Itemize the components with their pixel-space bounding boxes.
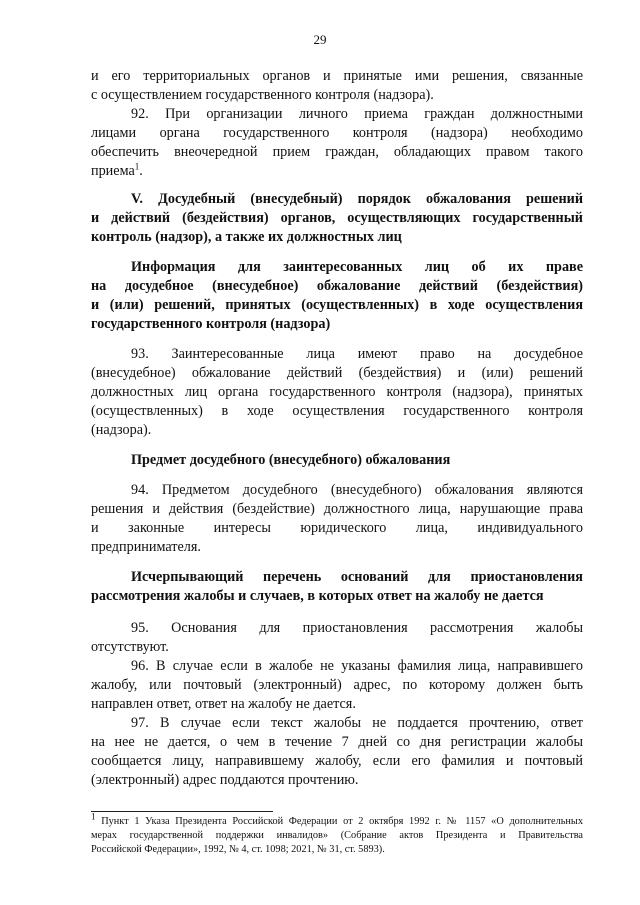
text-line: и его территориальных органов и принятые ими решения, связанные bbox=[91, 68, 583, 84]
footnote-mark: 1 bbox=[91, 811, 96, 822]
text-line: 96. В случае если в жалобе не указаны фамилия лица, направившего bbox=[131, 658, 583, 674]
text-line: направлен ответ, ответ на жалобу не дается. bbox=[91, 696, 356, 712]
text-line: 93. Заинтересованные лица имеют право на досудебное bbox=[131, 346, 583, 362]
text-line: (осуществленных) в ходе осуществления государственного контроля bbox=[91, 403, 583, 419]
footnote-line: Российской Федерации», 1992, № 4, ст. 1098; 2021, № 31, ст. 5893). bbox=[91, 844, 385, 855]
text-line: 95. Основания для приостановления рассмотрения жалобы bbox=[131, 620, 583, 636]
text-line: (электронный) адрес поддаются прочтению. bbox=[91, 772, 359, 788]
text-line: 97. В случае если текст жалобы не поддается прочтению, ответ bbox=[131, 715, 583, 731]
footnote-divider bbox=[91, 811, 273, 812]
subheading-line: государственного контроля (надзора) bbox=[91, 316, 331, 332]
text-line: решения и действия (бездействие) должностного лица, нарушающие права bbox=[91, 501, 583, 517]
text-line: (внесудебное) обжалование действий (бездействия) и (или) решений bbox=[91, 365, 583, 381]
text-line: 94. Предметом досудебного (внесудебного) обжалования являются bbox=[131, 482, 583, 498]
text-segment: . bbox=[139, 163, 143, 179]
subheading-line: рассмотрения жалобы и случаев, в которых ответ на жалобу не дается bbox=[91, 588, 544, 604]
text-segment: приема bbox=[91, 163, 135, 179]
section-heading-line: V. Досудебный (внесудебный) порядок обжалования решений bbox=[131, 191, 583, 207]
text-line: сообщается лицу, направившему жалобу, если его фамилия и почтовый bbox=[91, 753, 583, 769]
text-line: и законные интересы юридического лица, индивидуального bbox=[91, 520, 583, 536]
text-line: (надзора). bbox=[91, 422, 152, 438]
text-line: на нее не дается, о чем в течение 7 дней со дня регистрации жалобы bbox=[91, 734, 583, 750]
subheading-line: Предмет досудебного (внесудебного) обжалования bbox=[131, 452, 451, 468]
text-line: обеспечить внеочередной прием граждан, обладающих правом такого bbox=[91, 144, 583, 160]
footnote-line: мерах государственной поддержки инвалидов» (Собрание актов Президента и Правительства bbox=[91, 830, 583, 841]
section-heading-line: контроль (надзор), а также их должностных лиц bbox=[91, 229, 402, 245]
text-line: жалобу, или почтовый (электронный) адрес, по которому должен быть bbox=[91, 677, 583, 693]
footnote-reference: 1 bbox=[134, 161, 140, 172]
text-line: лицами органа государственного контроля (надзора) необходимо bbox=[91, 125, 583, 141]
text-line: 92. При организации личного приема граждан должностными bbox=[131, 106, 583, 122]
subheading-line: на досудебное (внесудебное) обжалование действий (бездействия) bbox=[91, 278, 583, 294]
text-line: должностных лиц органа государственного контроля (надзора), принятых bbox=[91, 384, 583, 400]
subheading-line: Информация для заинтересованных лиц об их праве bbox=[131, 259, 583, 275]
footnote-line bbox=[91, 811, 583, 829]
text-line: с осуществлением государственного контроля (надзора). bbox=[91, 87, 434, 103]
subheading-line: Исчерпывающий перечень оснований для приостановления bbox=[131, 569, 583, 585]
text-line: предпринимателя. bbox=[91, 539, 201, 555]
footnote-text: Пункт 1 Указа Президента Российской Федерации от 2 октября 1992 г. № 1157 «О дополнительных bbox=[101, 816, 583, 827]
text-line: отсутствуют. bbox=[91, 639, 169, 655]
text-line bbox=[91, 162, 583, 181]
page-number: 29 bbox=[313, 32, 327, 47]
section-heading-line: и действий (бездействия) органов, осуществляющих государственный bbox=[91, 210, 583, 226]
subheading-line: и (или) решений, принятых (осуществленных) в ходе осуществления bbox=[91, 297, 583, 313]
